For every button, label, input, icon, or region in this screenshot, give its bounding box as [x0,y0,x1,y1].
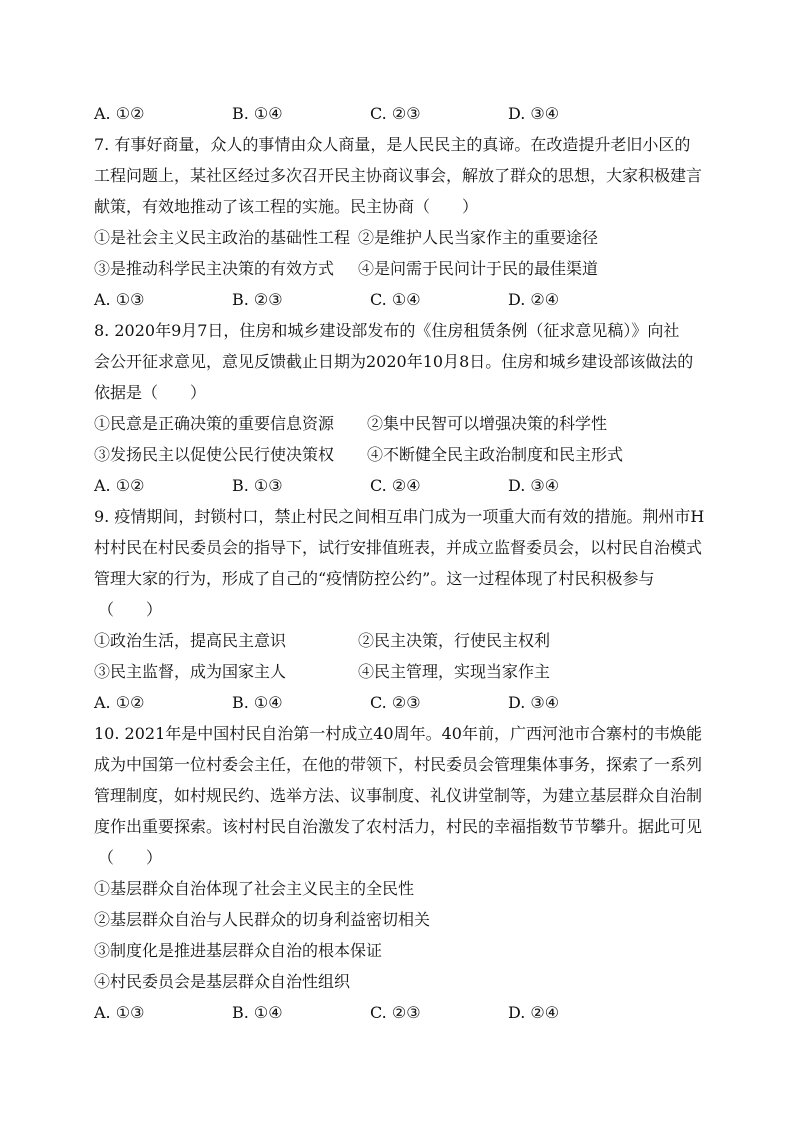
q10-stem-line-1: 10. 2021年是中国村民自治第一村成立40周年。40年前，广西河池市合寨村的韦焕能 [94,724,702,743]
q7-option-a: A. ①③ [94,290,145,309]
q9-option-c: C. ②③ [370,693,421,712]
q7-stem-line-2: 工程问题上，某社区经过多次召开民主协商议事会，解放了群众的思想，大家积极建言 [94,166,703,185]
q10-option-b: B. ①④ [232,1003,283,1022]
q10-stem-line-4: 度作出重要探索。该村村民自治激发了农村活力，村民的幸福指数节节攀升。据此可见 [94,817,703,836]
q10-stem-line-2: 成为中国第一位村委会主任，在他的带领下，村民委员会管理集体事务，探索了一系列 [94,755,703,774]
q9-option-b: B. ①④ [232,693,283,712]
q9-option-d: D. ③④ [508,693,560,712]
q9-statement-3: ③民主监督，成为国家主人 [94,662,287,681]
q9-stem-line-1: 9. 疫情期间，封锁村口，禁止村民之间相互串门成为一项重大而有效的措施。荆州市H [94,507,705,526]
q8-stem-line-1: 8. 2020年9月7日，住房和城乡建设部发布的《住房租赁条例（征求意见稿）》向社 [94,321,680,340]
q8-option-c: C. ②④ [370,476,421,495]
q7-statement-2: ②是维护人民当家作主的重要途径 [358,228,599,247]
q10-options [94,997,702,1028]
question-9 [94,501,705,718]
q9-statements-row-1 [94,625,702,656]
q9-stem-line-2: 村村民在村民委员会的指导下，试行安排值班表，并成立监督委员会，以村民自治模式 [94,538,703,557]
q8-statement-4: ④不断健全民主政治制度和民主形式 [367,445,624,464]
question-content [94,98,705,1028]
question-7 [94,129,702,315]
q9-statement-1: ①政治生活，提高民主意识 [94,631,287,650]
q9-stem-line-3: 管理大家的行为，形成了自己的“疫情防控公约”。这一过程体现了村民积极参与 [94,569,655,588]
q10-stem-line-3: 管理制度，如村规民约、选举方法、议事制度、礼仪讲堂制等，为建立基层群众自治制 [94,786,703,805]
q8-option-a: A. ①② [94,476,145,495]
q7-statements-row-2 [94,253,702,284]
q10-statement-2: ②基层群众自治与人民群众的切身利益密切相关 [94,910,431,929]
q7-statement-4: ④是问需于民问计于民的最佳渠道 [358,259,599,278]
q7-statement-3: ③是推动科学民主决策的有效方式 [94,259,335,278]
q7-options [94,284,702,315]
q10-option-c: C. ②③ [370,1003,421,1022]
q9-statement-2: ②民主决策，行使民主权利 [358,631,551,650]
q6-option-b: B. ①④ [232,104,283,123]
q7-statements-row-1 [94,222,702,253]
q8-statements-row-2 [94,439,702,470]
q9-answer-blank: （ ） [98,600,163,619]
q9-statement-4: ④民主管理，实现当家作主 [358,662,551,681]
q9-statements-row-2 [94,656,702,687]
q7-option-c: C. ①④ [370,290,421,309]
q10-statement-4: ④村民委员会是基层群众自治性组织 [94,972,351,991]
q7-statement-1: ①是社会主义民主政治的基础性工程 [94,228,351,247]
q7-option-b: B. ②③ [232,290,283,309]
question-10 [94,718,702,1028]
q6-options [94,98,702,129]
q10-answer-blank: （ ） [98,848,163,867]
question-8 [94,315,702,501]
q8-statement-3: ③发扬民主以促使公民行使决策权 [94,445,335,464]
q8-stem-line-3: 依据是（ ） [94,383,207,402]
q7-stem-line-3: 献策，有效地推动了该工程的实施。民主协商（ ） [94,197,479,216]
q8-stem-line-2: 会公开征求意见，意见反馈截止日期为2020年10月8日。住房和城乡建设部该做法的 [94,352,694,371]
q10-option-d: D. ②④ [508,1003,560,1022]
q6-option-a: A. ①② [94,104,145,123]
q9-option-a: A. ①② [94,693,145,712]
q10-statement-3: ③制度化是推进基层群众自治的根本保证 [94,941,383,960]
q10-option-a: A. ①③ [94,1003,145,1022]
q9-options [94,687,702,718]
q8-options [94,470,702,501]
q8-statements-row-1 [94,408,702,439]
q8-statement-1: ①民意是正确决策的重要信息资源 [94,414,335,433]
q6-option-c: C. ②③ [370,104,421,123]
q10-statement-1: ①基层群众自治体现了社会主义民主的全民性 [94,879,415,898]
q8-option-d: D. ③④ [508,476,560,495]
q7-option-d: D. ②④ [508,290,560,309]
q8-statement-2: ②集中民智可以增强决策的科学性 [367,414,608,433]
q7-stem-line-1: 7. 有事好商量，众人的事情由众人商量，是人民民主的真谛。在改造提升老旧小区的 [94,135,691,154]
q8-option-b: B. ①③ [232,476,283,495]
q6-option-d: D. ③④ [508,104,560,123]
